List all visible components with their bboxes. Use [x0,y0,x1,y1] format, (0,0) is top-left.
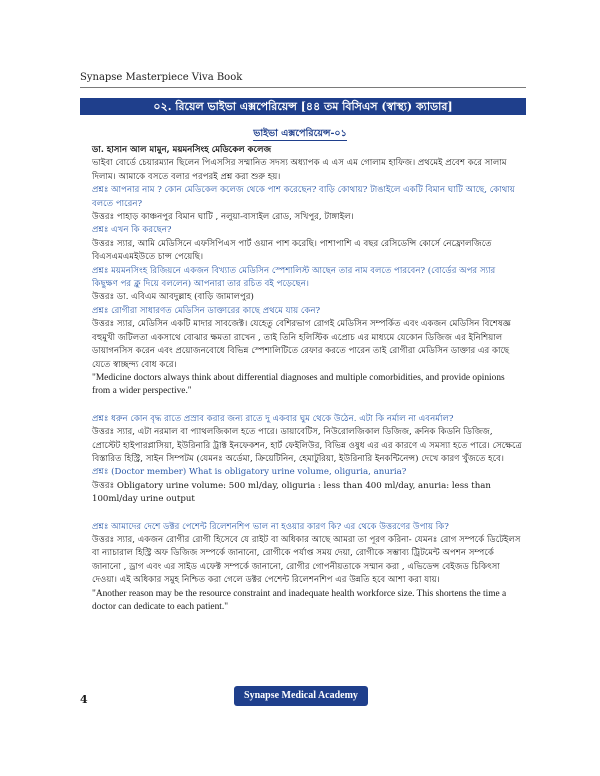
subheading-text: ভাইভা এক্সপেরিয়েন্স-০১ [253,128,347,139]
question-3: প্রশ্নঃ ময়মনসিংহ রিজিয়নে একজন বিখ্যাত মেডিসিন স্পেশালিস্ট আছেন তার নাম বলতে পারবেন? (বোর্ডের অপর স্যার কিছুক্ষণ পর ক্লু দিয়ে বললেন) আপনারা তার রচিত বই পড়েছেন। [92,265,496,290]
answer-7-english-quote: "Another reason may be the resource constraint and inadequate health workforce size. This shortens the time a doctor can dedicate to each patient." [92,588,507,612]
academy-badge: Synapse Medical Academy [234,686,368,706]
answer-1: উত্তরঃ পাহাড় কাঞ্চনপুর বিমান ঘাটি , নলুয়া-বাসাইল রোড, সখিপুর, টাঙ্গাইল। [92,212,354,223]
answer-4-english-quote: "Medicine doctors always think about differential diagnoses and multiple comorbidities, and provide opinions from a wider perspective." [92,372,505,397]
question-6: প্রশ্নঃ (Doctor member) What is obligatory urine volume, oliguria, anuria? [92,467,407,478]
question-2: প্রশ্নঃ এখন কি করছেন? [92,225,172,236]
answer-2: উত্তরঃ স্যার, আমি মেডিসিনে এফসিপিএস পার্ট ওয়ান পাশ করেছি। পাশাপাশি এ বছর রেসিডেন্সি কোর্সে নেফ্রোলজিতে বিএসএমএমইউতে চান্স পেয়েছি। [92,238,492,263]
question-7: প্রশ্নঃ আমাদের দেশে ডক্টর পেশেন্ট রিলেশনশিপ ভাল না হওয়ার কারণ কি? এর থেকে উত্তরণের উপায় কি? [92,521,449,532]
answer-7: উত্তরঃ স্যার, একজন রোগীর রোগী হিসেবে যে রাইট বা অধিকার আছে আমরা তা পূরণ করিনা- যেমনঃ রোগ সম্পর্কে ডিটেইলস বা ন্যাচারাল হিস্ট্রি অফ ডিজিজ সম্পর্কে জানানো, রোগীকে পর্যাপ্ত সময় দেয়া, রোগীকে সম্ভাব্য ট্রিটমেন্ট অপশন সম্পর্কে জানানো , ড্রাগ এবং এর সাইড এফেক্ট সম্পর্কে জানানো, রোগীর গোপনীয়তাকে সম্মান করা , এভিডেন্স বেইজড চিকিৎসা দেওয়া। এই অধিকার সমুহ নিশ্চিত করা গেলে ডক্টর পেশেন্ট রিলেশনশিপ এর উন্নতি হবে আশা করা যায়। [92,534,521,586]
viva-content [92,144,522,614]
chapter-title-bar: ০২. রিয়েল ভাইভা এক্সপেরিয়েন্স [৪৪ তম বিসিএস (স্বাস্থ্য) ক্যাডার] [80,98,526,115]
book-header: Synapse Masterpiece Viva Book [80,72,243,83]
answer-5: উত্তরঃ স্যার, এটা নরমাল বা প্যাথলজিকাল হতে পারে। ডায়াবেটিস, নিউরোলজিকাল ডিজিজ, ক্রনিক কিডনি ডিজিজ, প্রোস্টেট হাইপারপ্লাসিয়া, ইউরিনারি ট্রাক্ট ইনফেকশন, হার্ট ফেইলিউর, বিভিন্ন ওষুধ এর এর কারণে এ সমস্যা হতে পারে। সেক্ষেত্রে বিস্তারিত হিস্ট্রি, সাইন সিম্পটম (যেমনঃ অর্ডেমা, ক্রিয়েটিনিন, হেমাটুরিয়া, ইউরিনারি ইনকন্টিনেন্স) দেখে কারণ খুঁজতে হবে। [92,427,522,464]
header-rule [80,87,526,88]
answer-3: উত্তরঃ ডা. এবিএম আবদুল্লাহ (বাড়ি জামালপুর) [92,292,254,303]
page-number: 4 [80,693,88,706]
section-subheading [0,127,600,142]
spacer [92,507,522,521]
answer-4: উত্তরঃ স্যার, মেডিসিন একটি মাদার সাবজেক্ট। যেহেতু বেশিরভাগ রোগই মেডিসিন সম্পর্কিত এবং একজন মেডিসিন বিশেষজ্ঞ বহুমুখী জটিলতা একসাথে বোঝার ক্ষমতা রাখেন , তাই তিনি হলিস্টিক এপ্রোচ এর মাধ্যমে যেকোন ডিজিজ এর ইনিশিয়াল ডায়াগনসিস করেন এবং প্রয়োজনবোধে বিভিন্ন স্পেশালিটিতে রেফার করতে পারেন তাই রোগীরা মেডিসিন ডাক্তার এর কাছে যেতে স্বাচ্ছন্দ্য বোধ করে। [92,319,511,370]
author-line: ডা. হাসান আল মামুন, ময়মনসিংহ মেডিকেল কলেজ [92,145,272,155]
intro-paragraph: ভাইবা বোর্ডে চেয়ারম্যান ছিলেন পিএসসির সম্মানিত সদস্য অধ্যাপক এ এস এম গোলাম হাফিজ। প্রথমেই প্রবেশ করে সালাম দিলাম। আমাকে বসতে বলার পরপরই প্রশ্ন করা শুরু হয়। [92,158,507,182]
question-5: প্রশ্নঃ ধরুন কোন বৃদ্ধ রাতে প্রস্রাব করার জন্য রাতে দু একবার ঘুম থেকে উঠেন. এটা কি নর্মাল না এবনর্মাল? [92,413,454,424]
question-4: প্রশ্নঃ রোগীরা সাধারণত মেডিসিন ডাক্তারের কাছে প্রথমে যায় কেন? [92,305,321,316]
question-1: প্রশ্নঃ আপনার নাম ? কোন মেডিকেল কলেজ থেকে পাশ করেছেন? বাড়ি কোথায়? টাঙাইলে একটি বিমান ঘাটি আছে, কোথায় বলতে পারেন? [92,185,515,209]
answer-6: উত্তরঃ Obligatory urine volume: 500 ml/day, oliguria : less than 400 ml/day, anuria: less than 100ml/day urine output [92,480,491,505]
spacer [92,399,522,413]
